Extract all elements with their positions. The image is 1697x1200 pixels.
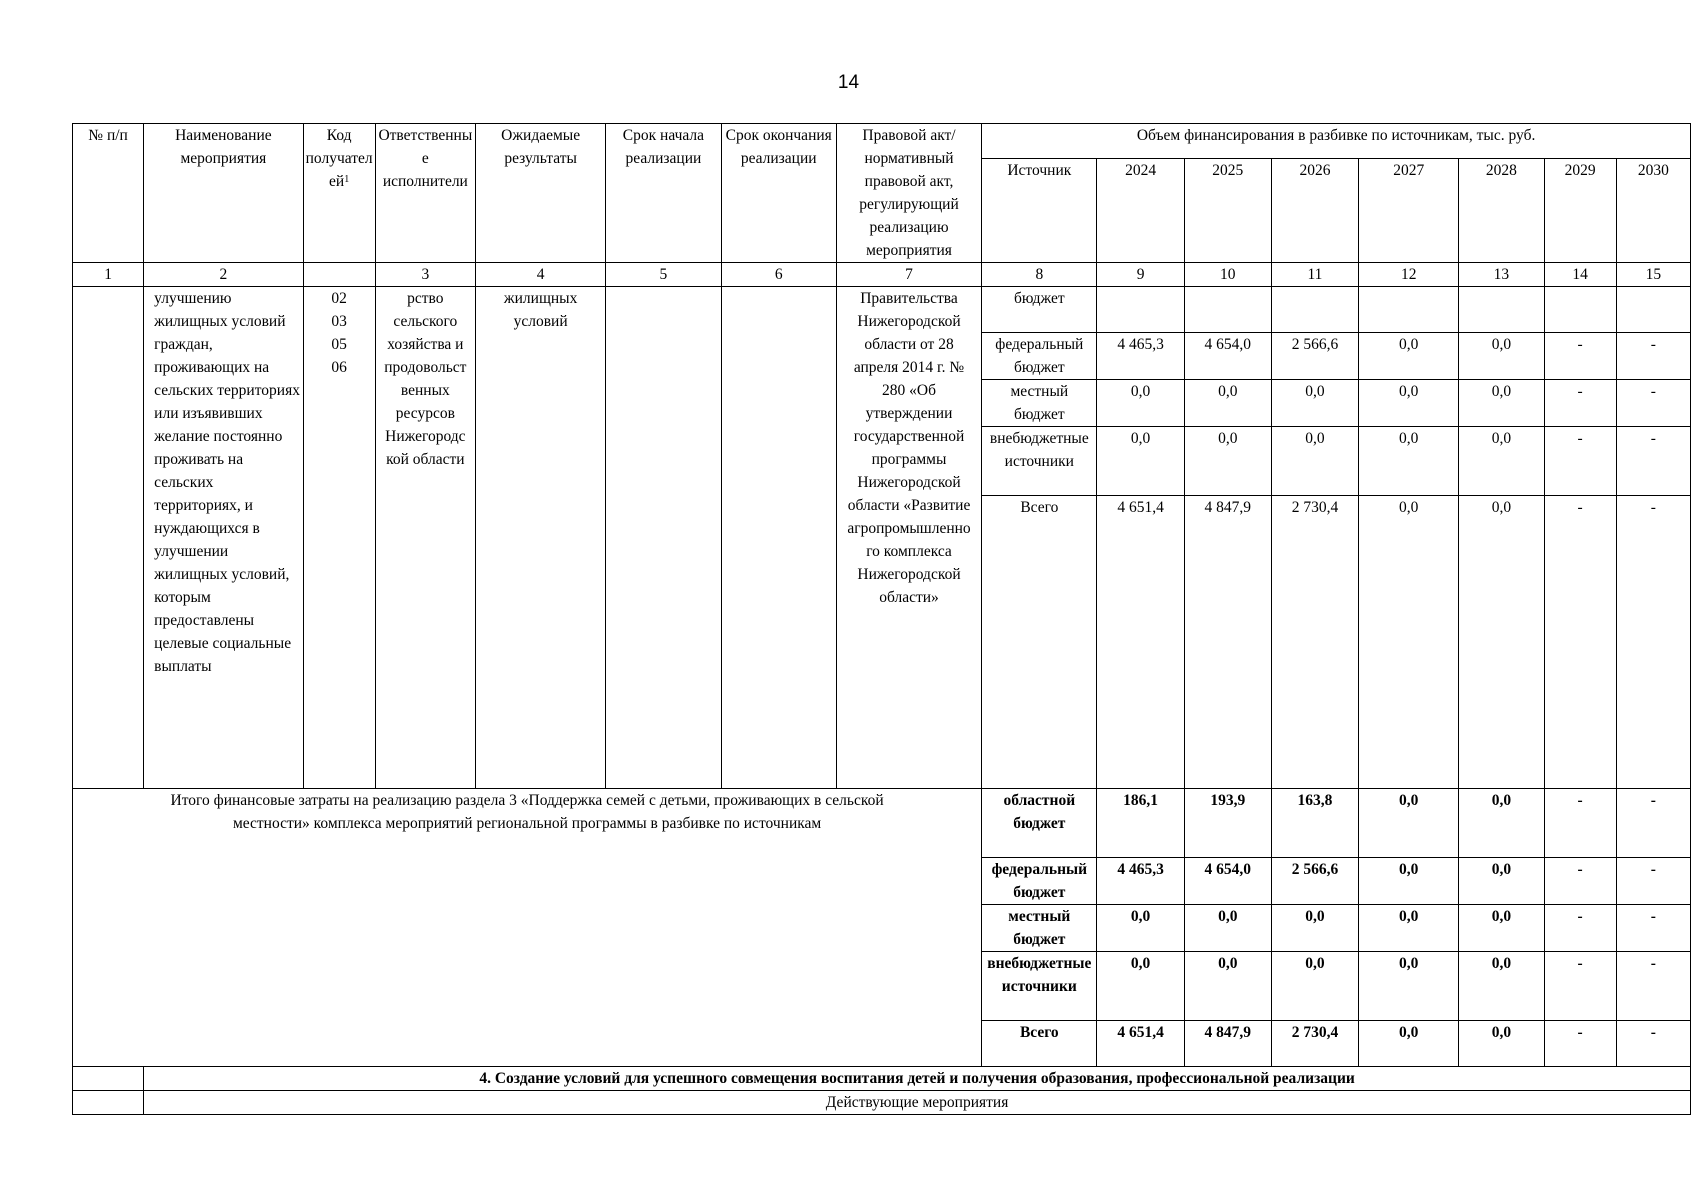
value-cell: 0,0 bbox=[1359, 905, 1459, 952]
value-cell bbox=[1359, 287, 1459, 333]
code-value: 06 bbox=[331, 359, 347, 376]
source-cell: внебюджетные источники bbox=[982, 952, 1097, 1021]
column-number: 11 bbox=[1271, 263, 1358, 287]
column-number: 3 bbox=[375, 263, 475, 287]
value-cell bbox=[1271, 287, 1358, 333]
header-year: 2024 bbox=[1097, 159, 1184, 263]
value-cell bbox=[1184, 287, 1271, 333]
value-cell: 4 847,9 bbox=[1184, 496, 1271, 789]
activity-end bbox=[721, 287, 836, 789]
value-cell bbox=[1616, 287, 1690, 333]
column-number: 7 bbox=[836, 263, 981, 287]
value-cell: 163,8 bbox=[1271, 789, 1358, 858]
value-cell: 0,0 bbox=[1359, 496, 1459, 789]
activity-row bbox=[73, 287, 1691, 333]
code-value: 02 bbox=[331, 290, 347, 307]
value-cell: - bbox=[1616, 427, 1690, 496]
value-cell: 193,9 bbox=[1184, 789, 1271, 858]
value-cell: 0,0 bbox=[1271, 427, 1358, 496]
value-cell: - bbox=[1544, 427, 1616, 496]
source-cell: федеральный бюджет bbox=[982, 333, 1097, 380]
value-cell: - bbox=[1544, 496, 1616, 789]
column-number: 4 bbox=[475, 263, 605, 287]
value-cell: - bbox=[1616, 952, 1690, 1021]
value-cell: 0,0 bbox=[1184, 952, 1271, 1021]
activity-name: улучшению жилищных условий граждан, проживающих на сельских территориях или изъявивших желание постоянно проживать на сельских территориях, и нуждающихся в улучшении жилищных условий, которым предоставлены целевые социальные выплаты bbox=[144, 287, 303, 789]
activity-codes bbox=[303, 287, 375, 789]
value-cell: 0,0 bbox=[1359, 952, 1459, 1021]
activity-responsible: рство сельского хозяйства и продовольственных ресурсов Нижегородской области bbox=[375, 287, 475, 789]
value-cell: - bbox=[1616, 333, 1690, 380]
value-cell: - bbox=[1544, 333, 1616, 380]
value-cell: 0,0 bbox=[1271, 952, 1358, 1021]
value-cell: 0,0 bbox=[1097, 427, 1184, 496]
value-cell bbox=[1097, 287, 1184, 333]
activity-n bbox=[73, 287, 144, 789]
header-source: Источник bbox=[982, 159, 1097, 263]
section-title: 4. Создание условий для успешного совмещения воспитания детей и получения образования, профессиональной реализации bbox=[144, 1067, 1691, 1091]
column-number: 5 bbox=[606, 263, 721, 287]
header-n: № п/п bbox=[73, 124, 144, 263]
value-cell: 2 566,6 bbox=[1271, 858, 1358, 905]
value-cell: 0,0 bbox=[1271, 905, 1358, 952]
page-number: 14 bbox=[837, 72, 860, 93]
value-cell: 0,0 bbox=[1459, 496, 1544, 789]
header-year: 2027 bbox=[1359, 159, 1459, 263]
value-cell: 0,0 bbox=[1459, 333, 1544, 380]
value-cell: - bbox=[1616, 789, 1690, 858]
activity-expected: жилищных условий bbox=[475, 287, 605, 789]
value-cell: - bbox=[1616, 858, 1690, 905]
source-cell: местный бюджет bbox=[982, 380, 1097, 427]
section-title-row bbox=[73, 1067, 1691, 1091]
column-number: 9 bbox=[1097, 263, 1184, 287]
value-cell bbox=[1459, 287, 1544, 333]
value-cell: 2 730,4 bbox=[1271, 496, 1358, 789]
value-cell: 2 566,6 bbox=[1271, 333, 1358, 380]
value-cell: 0,0 bbox=[1097, 905, 1184, 952]
value-cell: 4 465,3 bbox=[1097, 858, 1184, 905]
value-cell: 0,0 bbox=[1459, 905, 1544, 952]
value-cell: 0,0 bbox=[1459, 380, 1544, 427]
value-cell: 4 651,4 bbox=[1097, 1021, 1184, 1067]
section-subtitle: Действующие мероприятия bbox=[144, 1091, 1691, 1115]
column-number: 2 bbox=[144, 263, 303, 287]
value-cell bbox=[1544, 287, 1616, 333]
header-end: Срок окончания реализации bbox=[721, 124, 836, 263]
source-cell: Всего bbox=[982, 1021, 1097, 1067]
value-cell: 0,0 bbox=[1359, 789, 1459, 858]
header-year: 2030 bbox=[1616, 159, 1690, 263]
header-name: Наименование мероприятия bbox=[144, 124, 303, 263]
value-cell: - bbox=[1544, 952, 1616, 1021]
value-cell: 0,0 bbox=[1359, 858, 1459, 905]
column-number: 8 bbox=[982, 263, 1097, 287]
source-cell: областной бюджет bbox=[982, 789, 1097, 858]
column-number: 15 bbox=[1616, 263, 1690, 287]
header-year: 2026 bbox=[1271, 159, 1358, 263]
value-cell: 0,0 bbox=[1097, 952, 1184, 1021]
column-number: 6 bbox=[721, 263, 836, 287]
section-number-cell bbox=[73, 1091, 144, 1115]
section-subtitle-row bbox=[73, 1091, 1691, 1115]
column-number: 13 bbox=[1459, 263, 1544, 287]
value-cell: - bbox=[1544, 1021, 1616, 1067]
value-cell: 0,0 bbox=[1459, 427, 1544, 496]
column-number-row bbox=[73, 263, 1691, 287]
value-cell: 0,0 bbox=[1271, 380, 1358, 427]
value-cell: - bbox=[1616, 905, 1690, 952]
activity-start bbox=[606, 287, 721, 789]
header-responsible: Ответственные исполнители bbox=[375, 124, 475, 263]
value-cell: 0,0 bbox=[1184, 380, 1271, 427]
column-number: 14 bbox=[1544, 263, 1616, 287]
section-number-cell bbox=[73, 1067, 144, 1091]
column-number: 12 bbox=[1359, 263, 1459, 287]
column-number: 10 bbox=[1184, 263, 1271, 287]
value-cell: 0,0 bbox=[1459, 1021, 1544, 1067]
value-cell: - bbox=[1544, 380, 1616, 427]
value-cell: 0,0 bbox=[1359, 380, 1459, 427]
header-start: Срок начала реализации bbox=[606, 124, 721, 263]
value-cell: 0,0 bbox=[1459, 952, 1544, 1021]
total-row bbox=[73, 789, 1691, 858]
value-cell: 0,0 bbox=[1459, 789, 1544, 858]
value-cell: - bbox=[1616, 496, 1690, 789]
value-cell: - bbox=[1616, 1021, 1690, 1067]
value-cell: 0,0 bbox=[1359, 1021, 1459, 1067]
header-finance: Объем финансирования в разбивке по источникам, тыс. руб. bbox=[982, 124, 1691, 159]
value-cell: 0,0 bbox=[1359, 427, 1459, 496]
header-row bbox=[73, 124, 1691, 159]
header-year: 2028 bbox=[1459, 159, 1544, 263]
value-cell: 4 651,4 bbox=[1097, 496, 1184, 789]
source-cell: федеральный бюджет bbox=[982, 858, 1097, 905]
source-cell: внебюджетные источники bbox=[982, 427, 1097, 496]
value-cell: 4 654,0 bbox=[1184, 333, 1271, 380]
value-cell: - bbox=[1544, 858, 1616, 905]
value-cell: - bbox=[1544, 789, 1616, 858]
value-cell: 4 654,0 bbox=[1184, 858, 1271, 905]
value-cell: 0,0 bbox=[1097, 380, 1184, 427]
header-legal: Правовой акт/нормативный правовой акт, регулирующий реализацию мероприятия bbox=[836, 124, 981, 263]
value-cell: 4 847,9 bbox=[1184, 1021, 1271, 1067]
value-cell: 0,0 bbox=[1459, 858, 1544, 905]
value-cell: 186,1 bbox=[1097, 789, 1184, 858]
header-year: 2025 bbox=[1184, 159, 1271, 263]
value-cell: 0,0 bbox=[1184, 427, 1271, 496]
value-cell: - bbox=[1544, 905, 1616, 952]
value-cell: - bbox=[1616, 380, 1690, 427]
header-code: Код получателей$^1$ bbox=[303, 124, 375, 263]
column-number bbox=[303, 263, 375, 287]
value-cell: 0,0 bbox=[1184, 905, 1271, 952]
code-value: 05 bbox=[331, 336, 347, 353]
source-cell: местный бюджет bbox=[982, 905, 1097, 952]
value-cell: 2 730,4 bbox=[1271, 1021, 1358, 1067]
source-cell: Всего bbox=[982, 496, 1097, 789]
header-year: 2029 bbox=[1544, 159, 1616, 263]
total-label: Итого финансовые затраты на реализацию раздела 3 «Поддержка семей с детьми, проживающих в сельской местности» комплекса мероприятий региональной программы в разбивке по источникам bbox=[73, 789, 982, 1067]
column-number: 1 bbox=[73, 263, 144, 287]
code-value: 03 bbox=[331, 313, 347, 330]
header-expected: Ожидаемые результаты bbox=[475, 124, 605, 263]
activity-legal: Правительства Нижегородской области от 28 апреля 2014 г. № 280 «Об утверждении государственной программы Нижегородской области «Развитие агропромышленного комплекса Нижегородской области» bbox=[836, 287, 981, 789]
value-cell: 4 465,3 bbox=[1097, 333, 1184, 380]
source-cell: бюджет bbox=[982, 287, 1097, 333]
value-cell: 0,0 bbox=[1359, 333, 1459, 380]
financing-table bbox=[72, 123, 1691, 1115]
